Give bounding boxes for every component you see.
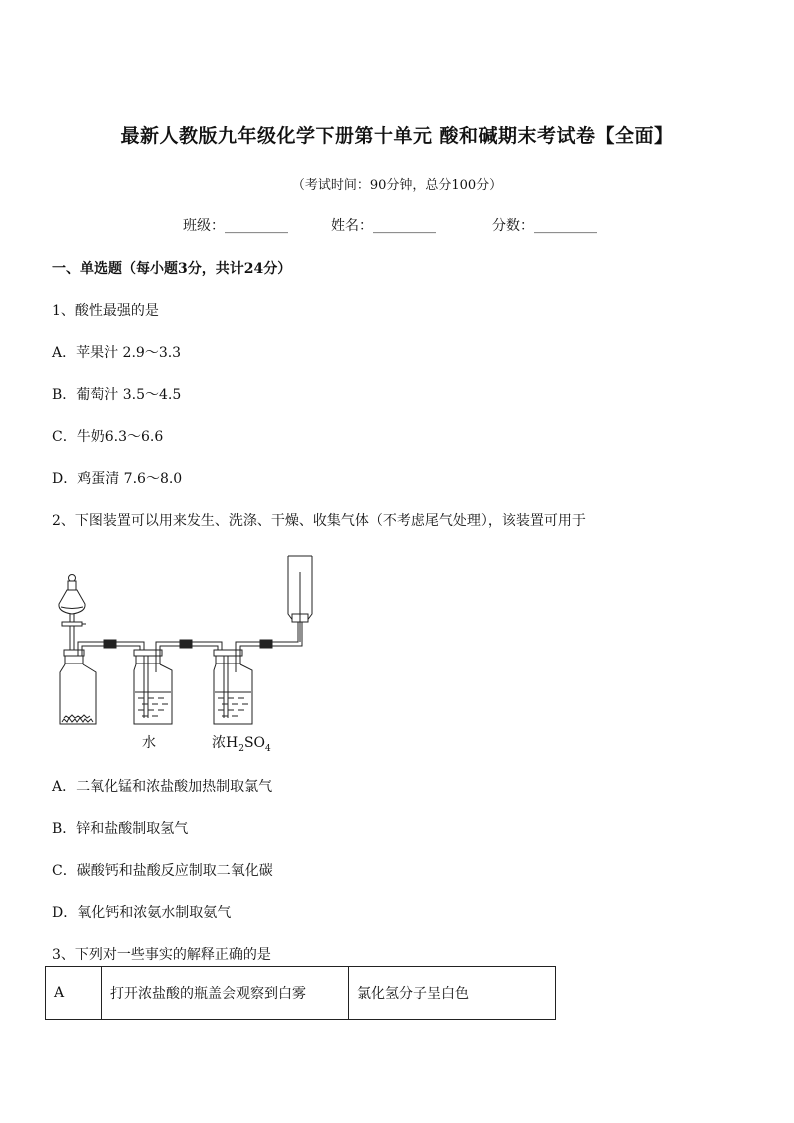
reaction-bottle xyxy=(60,650,96,724)
section-heading: 一、单选题（每小题3分，共计24分） xyxy=(52,261,292,277)
question-2-option-a: A．二氧化锰和浓盐酸加热制取氯气 xyxy=(52,779,273,795)
question-1-option-c: C．牛奶6.3～6.6 xyxy=(52,429,164,445)
wash-bottle-water xyxy=(134,650,172,724)
class-field: 班级：_________ xyxy=(183,218,288,234)
question-1-option-a: A．苹果汁 2.9～3.3 xyxy=(52,345,182,361)
gas-apparatus-diagram xyxy=(48,552,348,752)
question-1-option-d: D．鸡蛋清 7.6～8.0 xyxy=(52,471,183,487)
question-2-stem: 2、下图装置可以用来发生、洗涤、干燥、收集气体（不考虑尾气处理），该装置可用于 xyxy=(52,513,586,529)
name-field: 姓名：_________ xyxy=(331,218,436,234)
label-water: 水 xyxy=(142,735,156,751)
question-2-option-d: D．氧化钙和浓氨水制取氨气 xyxy=(52,905,232,921)
question-3-table xyxy=(45,966,556,1020)
table-cell-option: A xyxy=(46,967,102,1020)
question-2-option-c: C．碳酸钙和盐酸反应制取二氧化碳 xyxy=(52,863,273,879)
table-cell-fact: 打开浓盐酸的瓶盖会观察到白雾 xyxy=(102,967,349,1020)
separatory-funnel xyxy=(59,575,86,651)
label-conc-sulfuric-acid: 浓$H_2SO_4$ xyxy=(212,735,271,754)
question-1-stem: 1、酸性最强的是 xyxy=(52,303,159,319)
question-3-stem: 3、下列对一些事实的解释正确的是 xyxy=(52,947,271,963)
score-field: 分数：_________ xyxy=(492,218,597,234)
wash-bottle-acid xyxy=(214,650,252,724)
table-cell-explanation: 氯化氢分子呈白色 xyxy=(349,967,556,1020)
question-1-option-b: B．葡萄汁 3.5～4.5 xyxy=(52,387,182,403)
page-title: 最新人教版九年级化学下册第十单元 酸和碱期末考试卷【全面】 xyxy=(120,125,674,147)
exam-time-note: （考试时间：90分钟，总分100分） xyxy=(291,178,503,193)
question-2-option-b: B．锌和盐酸制取氢气 xyxy=(52,821,189,837)
table-row xyxy=(46,967,556,1020)
collection-bottle xyxy=(288,556,312,642)
